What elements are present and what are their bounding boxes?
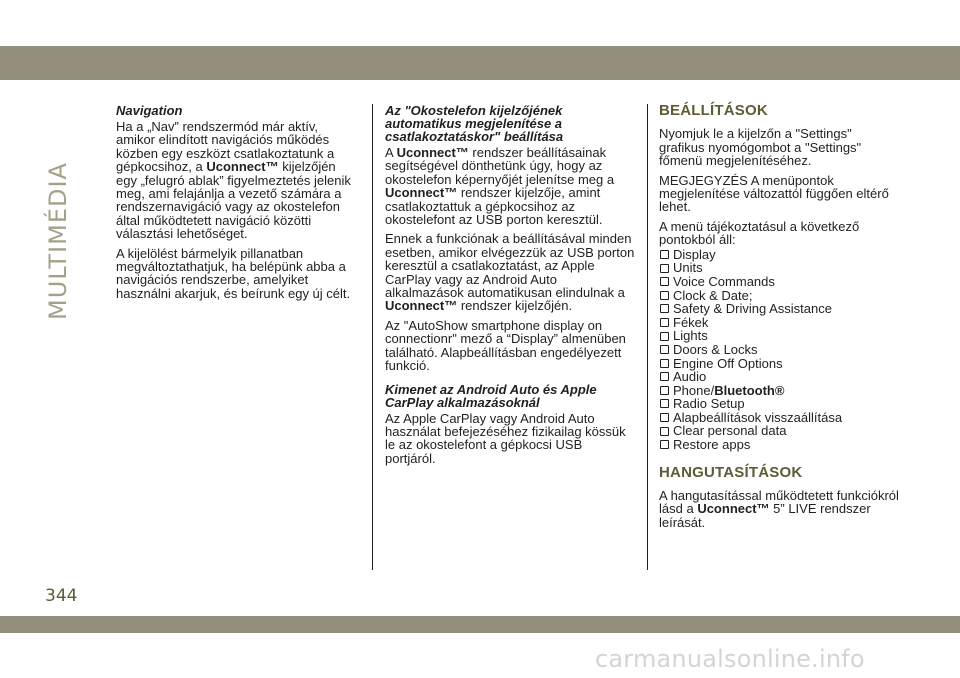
checkbox-bullet-icon [660,291,669,300]
checkbox-bullet-icon [660,399,669,408]
navigation-paragraph-2: A kijelölést bármelyik pillanatban megváltoztathatjuk, ha belépünk abba a navigációs rendszerbe, amelyiket használni akarjuk, és beírunk egy új célt. [116,245,351,301]
settings-paragraph-1: Nyomjuk le a kijelzőn a "Settings" grafikus nyomógombot a "Settings" főmenü megjelenítéséhez. [659,126,862,169]
autoshow-heading: Az "Okostelefon kijelzőjének automatikus megjelenítése a csatlakoztatáskor" beállítása [385,103,564,144]
navigation-paragraph-1: Ha a „Nav” rendszermód már aktív, amikor elindított navigációs működés közben egy eszközt csatlakoztatunk a gépkocsihoz, a Uconnect™ kijelzőjén egy „felugró ablak” figyelmeztetés jelenik meg, ami felajánlja a vezető számára a rendszernavigáció vagy az okostelefon által működtetett navigáció közötti választási lehetőséget. [116,119,351,242]
section-side-label: MULTIMÉDIA [44,162,72,320]
list-item: Engine Off Options [659,356,899,370]
column-navigation [116,104,360,306]
checkbox-bullet-icon [660,359,669,368]
list-item: Clock & Date; [659,288,899,302]
column-smartphone [385,104,635,471]
watermark-text: carmanualsonline.info [595,645,865,673]
voice-commands-paragraph: A hangutasítással működtetett funkciókról lásd a Uconnect™ 5” LIVE rendszer leírását. [659,487,899,530]
checkbox-bullet-icon [660,372,669,381]
exit-heading: Kimenet az Android Auto és Apple CarPlay alkalmazásoknál [385,381,597,410]
exit-paragraph: Az Apple CarPlay vagy Android Auto használat befejezéséhez fizikailag kössük le az okostelefont a gépkocsi USB portjáról. [385,410,626,466]
checkbox-bullet-icon [660,440,669,449]
settings-note: MEGJEGYZÉS A menüpontok megjelenítése változattól függően eltérő lehet. [659,172,889,215]
checkbox-bullet-icon [660,277,669,286]
list-item: Lights [659,329,899,343]
list-item: Phone/ Bluetooth® [659,384,899,398]
settings-menu-list [659,248,899,452]
autoshow-paragraph-3: Az "AutoShow smartphone display on connectionr" mező a “Display” almenüben található. Alapbeállításban engedélyezett funkció. [385,317,626,374]
column-settings [659,104,899,535]
checkbox-bullet-icon [660,386,669,395]
top-decorative-band [0,46,960,80]
bottom-decorative-band [0,616,960,633]
list-item: Display [659,248,899,262]
column-divider-2 [647,104,648,570]
list-item: Safety & Driving Assistance [659,302,899,316]
checkbox-bullet-icon [660,345,669,354]
list-item: Radio Setup [659,397,899,411]
checkbox-bullet-icon [660,318,669,327]
list-item: Alapbeállítások visszaállítása [659,411,899,425]
column-divider-1 [372,104,373,570]
voice-commands-heading: HANGUTASÍTÁSOK [659,463,803,481]
list-item: Clear personal data [659,424,899,438]
page-number: 344 [45,586,78,606]
list-item: Units [659,261,899,275]
checkbox-bullet-icon [660,332,669,341]
settings-heading: BEÁLLÍTÁSOK [659,102,768,119]
navigation-heading: Navigation [116,103,183,118]
list-item: Voice Commands [659,275,899,289]
list-item: Fékek [659,316,899,330]
settings-paragraph-3: A menü tájékoztatásul a következő pontokból áll: [659,218,860,248]
list-item: Audio [659,370,899,384]
autoshow-paragraph-2: Ennek a funkciónak a beállításával minden esetben, amikor elvégezzük az USB porton keresztül a csatlakoztatást, az Apple CarPlay vagy az Android Auto alkalmazások automatikusan elindulnak a Uconnect™ rendszer kijelzőjén. [385,231,635,314]
autoshow-paragraph-1: A Uconnect™ rendszer beállításainak segítségével dönthetünk úgy, hogy az okostelefon képernyőjét jelenítse meg a Uconnect™ rendszer kijelzője, amint csatlakoztattuk a gépkocsihoz az okostelefont az USB porton keresztül. [385,145,615,228]
list-item: Restore apps [659,438,899,452]
checkbox-bullet-icon [660,250,669,259]
checkbox-bullet-icon [660,427,669,436]
checkbox-bullet-icon [660,264,669,273]
list-item: Doors & Locks [659,343,899,357]
checkbox-bullet-icon [660,304,669,313]
checkbox-bullet-icon [660,413,669,422]
